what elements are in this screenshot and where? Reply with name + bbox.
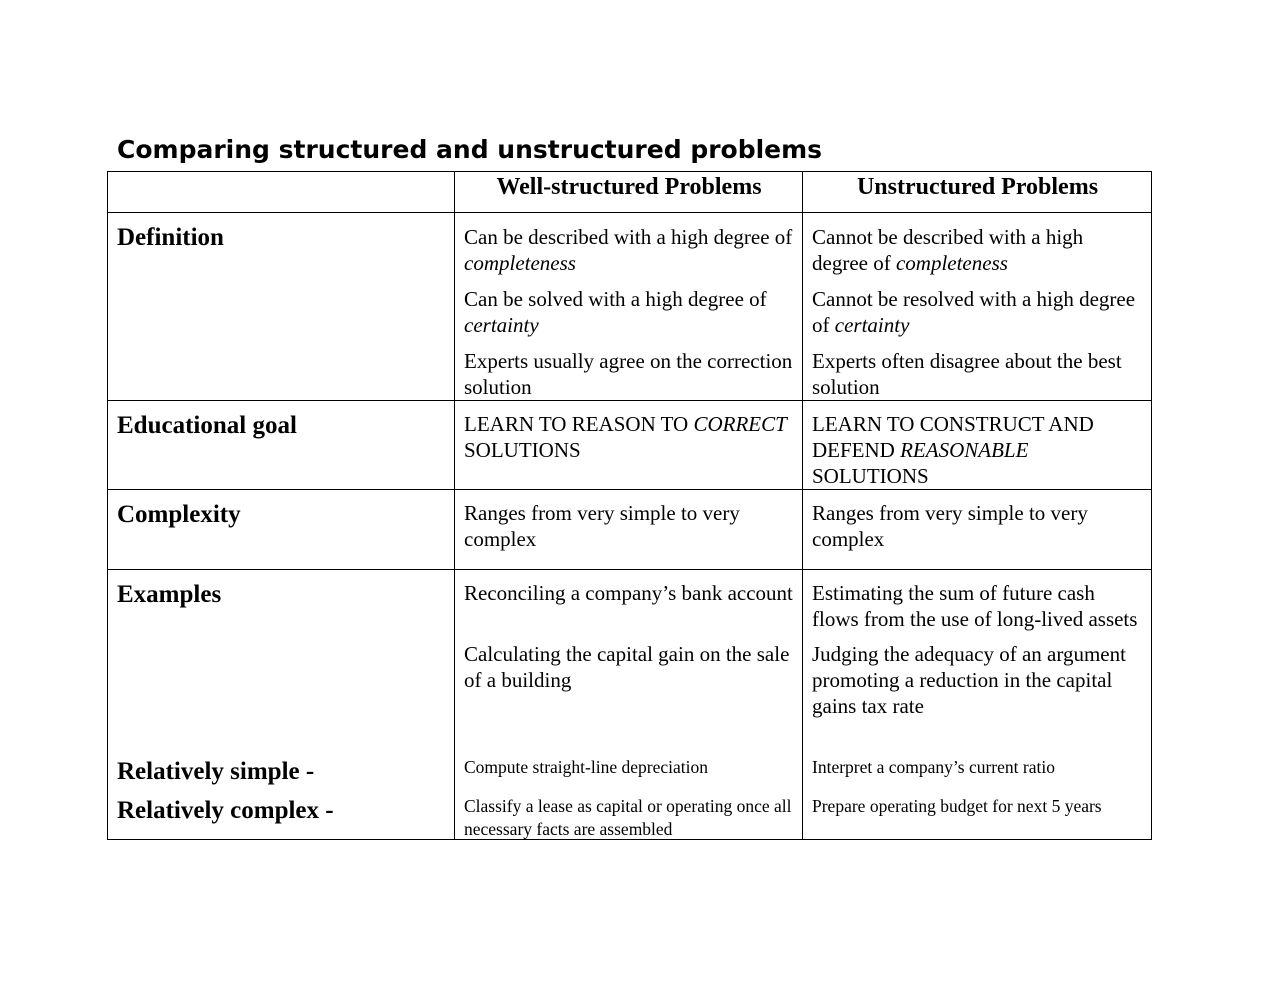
- header-well-structured: Well-structured Problems: [455, 172, 803, 213]
- definition-well-item: Can be solved with a high degree of certainty: [464, 287, 767, 337]
- row-examples: [108, 570, 1152, 840]
- row-label-complexity: Complexity: [117, 501, 241, 528]
- definition-unstructured-item: Experts often disagree about the best solution: [812, 349, 1122, 399]
- educational-goal-unstructured-cell: LEARN TO CONSTRUCT AND DEFEND REASONABLE SOLUTIONS: [803, 401, 1152, 490]
- header-blank: [108, 172, 455, 213]
- definition-unstructured-item: Cannot be resolved with a high degree of certainty: [812, 287, 1136, 337]
- page-title: Comparing structured and unstructured problems: [117, 135, 823, 164]
- row-label-educational-goal: Educational goal: [117, 412, 297, 439]
- examples-well-cell: [455, 570, 803, 840]
- definition-well-cell: [455, 213, 803, 401]
- row-complexity: [108, 490, 1152, 570]
- header-row: [108, 172, 1152, 213]
- header-unstructured: Unstructured Problems: [803, 172, 1152, 213]
- examples-well-item: Calculating the capital gain on the sale of a building: [464, 642, 790, 692]
- row-definition: [108, 213, 1152, 401]
- comparison-table: [107, 171, 1152, 840]
- complex-unstructured-example: Prepare operating budget for next 5 years: [812, 796, 1102, 816]
- row-educational-goal: [108, 401, 1152, 490]
- definition-well-item: Experts usually agree on the correction solution: [464, 349, 793, 399]
- definition-unstructured-cell: [803, 213, 1152, 401]
- row-label-relatively-complex: Relatively complex -: [117, 797, 334, 824]
- examples-unstructured-item: Judging the adequacy of an argument promoting a reduction in the capital gains tax rate: [812, 642, 1126, 718]
- definition-well-item: Can be described with a high degree of completeness: [464, 225, 793, 275]
- simple-well-example: Compute straight-line depreciation: [464, 757, 708, 777]
- complex-well-example: Classify a lease as capital or operating once all necessary facts are assembled: [464, 796, 792, 839]
- examples-unstructured-cell: [803, 570, 1152, 840]
- educational-goal-well-cell: LEARN TO REASON TO CORRECT SOLUTIONS: [455, 401, 803, 490]
- examples-unstructured-item: Estimating the sum of future cash flows from the use of long-lived assets: [812, 581, 1138, 631]
- definition-unstructured-item: Cannot be described with a high degree of completeness: [812, 225, 1084, 275]
- complexity-well-cell: Ranges from very simple to very complex: [455, 490, 803, 570]
- examples-well-item: Reconciling a company’s bank account: [464, 581, 793, 605]
- simple-unstructured-example: Interpret a company’s current ratio: [812, 757, 1055, 777]
- complexity-unstructured-cell: Ranges from very simple to very complex: [803, 490, 1152, 570]
- row-label-examples: Examples: [117, 581, 222, 608]
- row-label-definition: Definition: [117, 224, 224, 251]
- row-label-relatively-simple: Relatively simple -: [117, 758, 315, 785]
